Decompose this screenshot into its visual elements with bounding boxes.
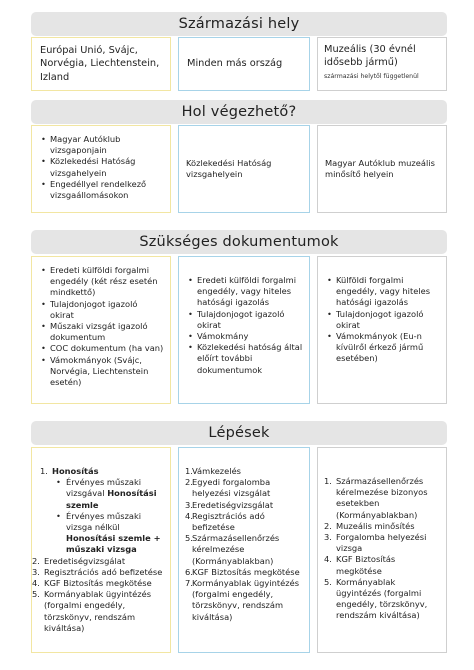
list-item bbox=[52, 511, 164, 556]
step-number: 4. bbox=[32, 578, 40, 589]
list-item: • Magyar Autóklub vizsgaponjain bbox=[38, 134, 164, 156]
section-title-documents: Szükséges dokumentumok bbox=[139, 234, 339, 250]
origin-museum-text: Muzeális (30 évnél idősebb jármű) bbox=[324, 44, 416, 69]
list-item bbox=[185, 466, 303, 477]
list-item bbox=[185, 477, 303, 499]
step-number: 3. bbox=[185, 499, 193, 510]
step-number: 2. bbox=[324, 520, 332, 531]
list-item: • Vámokmányok (Svájc, Norvégia, Liechtenstein esetén) bbox=[38, 355, 164, 389]
documents-col2-box bbox=[178, 256, 310, 404]
section-title-origin: Származási hely bbox=[178, 16, 300, 32]
step-number: 5. bbox=[32, 589, 40, 600]
step-text: Regisztrációs adó befizetése bbox=[44, 566, 163, 577]
list-item: • Vámokmányok (Eu-n kívülről érkező jármű esetében) bbox=[324, 331, 440, 365]
step-text: Egyedi forgalomba helyezési vizsgálat bbox=[192, 477, 271, 499]
list-item bbox=[185, 578, 303, 623]
step-label: Honosítás bbox=[52, 466, 99, 476]
list-item bbox=[324, 476, 440, 521]
list-item bbox=[32, 578, 164, 589]
step-number: 4. bbox=[324, 554, 332, 565]
list-item: • COC dokumentum (ha van) bbox=[38, 343, 164, 354]
origin-other-box bbox=[178, 37, 310, 91]
section-header-where bbox=[31, 100, 447, 124]
section-title-where: Hol végezhető? bbox=[181, 104, 297, 120]
where-col1-list bbox=[38, 134, 164, 201]
where-col1-box bbox=[31, 125, 171, 213]
list-item: • Műszaki vizsgát igazoló dokumentum bbox=[38, 321, 164, 343]
step-text: Kormányablak ügyintézés (forgalmi engedély, törzskönyv, rendszám kiváltása) bbox=[336, 576, 428, 621]
step-text: Kormányablak ügyintézés (forgalmi engedély, törzskönyv, rendszám kiváltása) bbox=[192, 578, 300, 622]
step-number: 5. bbox=[324, 576, 332, 587]
documents-col3-box bbox=[317, 256, 447, 404]
step-number: 1. bbox=[185, 466, 193, 476]
list-item bbox=[185, 500, 303, 511]
sub-text: Érvényes műszaki vizsgával bbox=[66, 477, 142, 499]
list-item: • Közlekedési hatóság által előírt további dokumentumok bbox=[185, 342, 303, 376]
list-item: • Eredeti külföldi forgalmi engedély, vagy hiteles hatósági igazolás bbox=[185, 275, 303, 309]
section-header-documents bbox=[31, 230, 447, 254]
list-item: • Engedéllyel rendelkező vizsgaállomásokon bbox=[38, 179, 164, 201]
origin-museum-box bbox=[317, 37, 447, 91]
where-col2-text: Közlekedési Hatóság vizsgahelyein bbox=[186, 157, 272, 179]
where-col2-box bbox=[178, 125, 310, 213]
list-item: • Közlekedési Hatóság vizsgahelyein bbox=[38, 156, 164, 178]
documents-col3-list bbox=[324, 275, 440, 365]
step-number: 4. bbox=[185, 510, 193, 521]
step-number: 3. bbox=[324, 532, 332, 543]
list-item bbox=[32, 589, 164, 634]
section-header-origin bbox=[31, 12, 447, 36]
step-text: KGF Biztosítás megkötése bbox=[336, 554, 396, 576]
list-item: • Eredeti külföldi forgalmi engedély (két rész esetén mindkettő) bbox=[38, 265, 164, 299]
list-item bbox=[185, 511, 303, 533]
step-text: Vámkezelés bbox=[192, 466, 242, 476]
step-text: Származásellenőrzés kérelmezése (Kormányablakban) bbox=[192, 533, 280, 566]
step-text: Regisztrációs adó befizetése bbox=[192, 510, 265, 533]
list-item bbox=[32, 567, 164, 578]
step-number: 1. bbox=[324, 476, 332, 486]
step-number: 5. bbox=[185, 533, 193, 544]
step-text: Kormányablak ügyintézés (forgalmi engedély, törzskönyv, rendszám kiváltása) bbox=[44, 589, 152, 633]
documents-col2-list bbox=[185, 275, 303, 376]
list-item: • Külföldi forgalmi engedély, vagy hiteles hatósági igazolás bbox=[324, 275, 440, 309]
documents-col1-list bbox=[38, 265, 164, 388]
steps-col2-box bbox=[178, 447, 310, 653]
list-item: • Tulajdonjogot igazoló okirat bbox=[38, 299, 164, 321]
origin-eu-text: Európai Unió, Svájc, Norvégia, Liechtenstein, Izland bbox=[40, 45, 160, 83]
sub-bold: Honosítási szemle + műszaki vizsga bbox=[66, 533, 161, 555]
steps-col1-rest bbox=[32, 556, 164, 634]
steps-col1-sublist bbox=[52, 477, 164, 555]
section-title-steps: Lépések bbox=[208, 425, 270, 441]
list-item bbox=[324, 577, 440, 622]
steps-col1-box bbox=[31, 447, 171, 653]
list-item bbox=[185, 567, 303, 578]
step-text: KGF Biztosítás megkötése bbox=[44, 578, 152, 589]
step-number: 1. bbox=[40, 466, 48, 476]
list-item: • Vámokmány bbox=[185, 331, 303, 342]
steps-col3-list bbox=[324, 476, 440, 622]
step-number: 2. bbox=[185, 477, 193, 488]
list-item: • Tulajdonjogot igazoló okirat bbox=[185, 309, 303, 331]
step-text: Származásellenőrzés kérelmezése bizonyos esetekben (Kormányablakban) bbox=[336, 476, 428, 520]
step-text: Eredetiségvizsgálat bbox=[44, 555, 126, 566]
step-text: Forgalomba helyezési vizsga bbox=[336, 532, 427, 554]
section-header-steps bbox=[31, 421, 447, 445]
list-item bbox=[32, 556, 164, 567]
step-text: Eredetiségvizsgálat bbox=[192, 499, 274, 510]
step-text: KGF Biztosítás megkötése bbox=[192, 566, 300, 577]
list-item bbox=[40, 466, 164, 556]
sub-bold: Honosítási szemle bbox=[66, 488, 157, 510]
step-number: 2. bbox=[32, 555, 40, 566]
origin-museum-note: származási helytől függetlenül bbox=[324, 73, 419, 81]
step-number: 6. bbox=[185, 566, 193, 577]
steps-col1-list bbox=[40, 466, 164, 556]
sub-text: Érvényes műszaki vizsga nélkül bbox=[66, 510, 142, 533]
steps-col3-box bbox=[317, 447, 447, 653]
where-col3-text: Magyar Autóklub muzeális minősítő helyein bbox=[325, 157, 435, 179]
step-number: 3. bbox=[32, 566, 40, 577]
origin-eu-box bbox=[31, 37, 171, 91]
where-col3-box bbox=[317, 125, 447, 213]
list-item: • Tulajdonjogot igazoló okirat bbox=[324, 309, 440, 331]
origin-other-text: Minden más ország bbox=[187, 58, 283, 70]
step-text: Muzeális minősítés bbox=[336, 520, 415, 531]
list-item bbox=[52, 477, 164, 511]
list-item bbox=[324, 532, 440, 554]
list-item bbox=[324, 521, 440, 532]
documents-col1-box bbox=[31, 256, 171, 404]
list-item bbox=[324, 554, 440, 576]
steps-col2-list bbox=[185, 466, 303, 623]
step-number: 7. bbox=[185, 578, 193, 589]
list-item bbox=[185, 533, 303, 567]
